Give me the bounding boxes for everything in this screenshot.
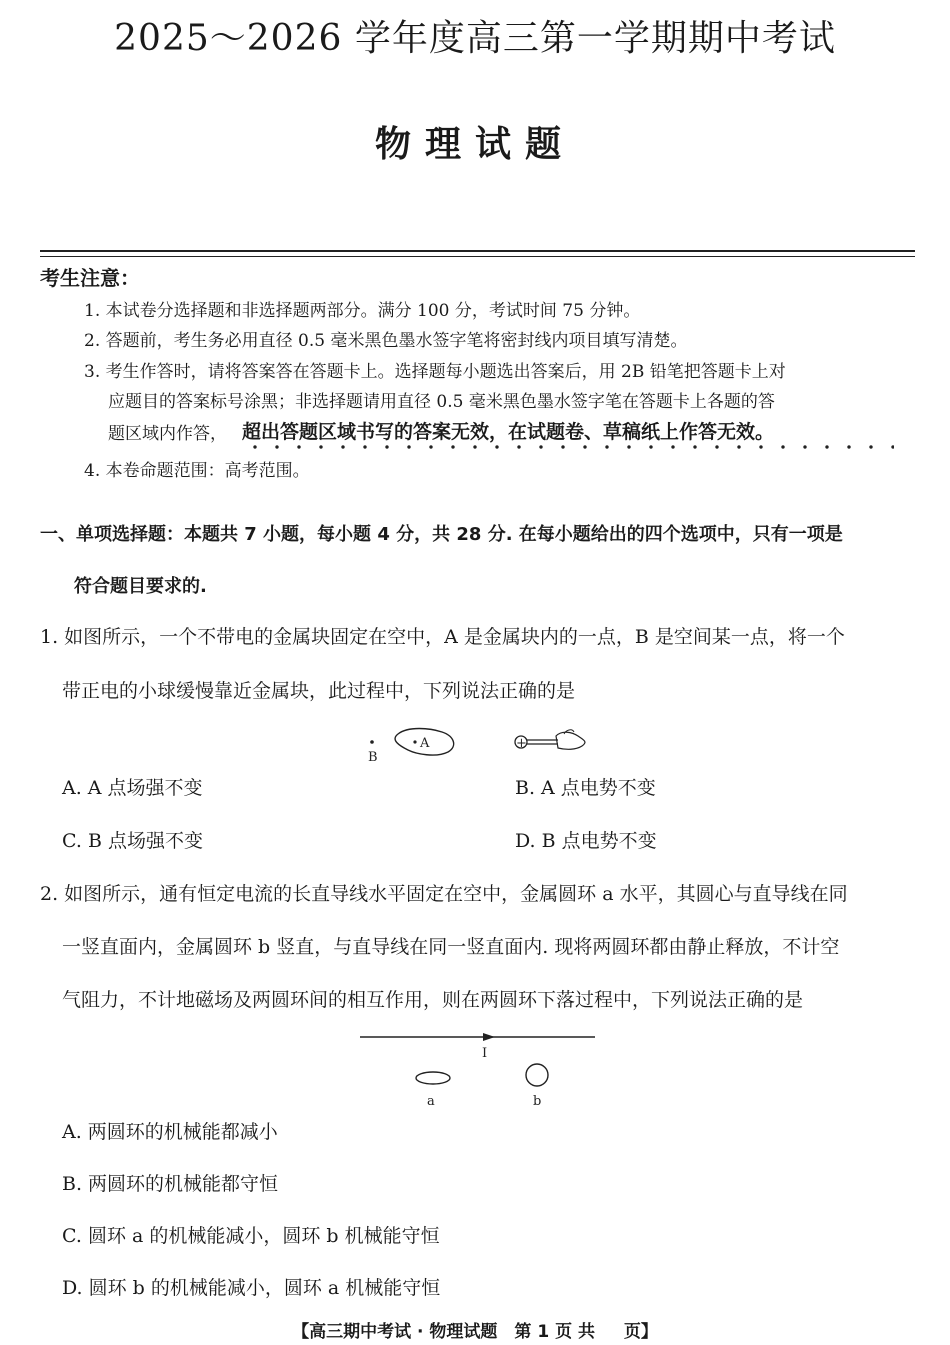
q2-option-c: C. 圆环 a 的机械能减小，圆环 b 机械能守恒 [62, 1225, 440, 1247]
header-rule-thin [40, 256, 915, 257]
subject-title: 物理试题 [374, 124, 575, 165]
label-ring-b: b [533, 1094, 542, 1109]
q1-option-c: C. B 点场强不变 [62, 830, 203, 852]
header-rule-thick [40, 250, 915, 252]
notice-item-3-cont: 应题目的答案标号涂黑；非选择题请用直径 0.5 毫米黑色墨水签字笔在答题卡上各题的答 [108, 392, 775, 412]
current-arrow [483, 1033, 495, 1041]
q1-option-a: A. A 点场强不变 [62, 777, 203, 799]
notice-item-3-cont2: 题区域内作答， [108, 424, 227, 444]
section-heading: 一、单项选择题：本题共 7 小题，每小题 4 分，共 28 分. 在每小题给出的四个选项中，只有一项是 [40, 524, 843, 545]
q2-figure [355, 1025, 605, 1115]
notice-emphasis: 超出答题区域书写的答案无效，在试题卷、草稿纸上作答无效。 [242, 421, 775, 443]
exam-title: 2025～2026 学年度高三第一学期期中考试 [114, 18, 836, 59]
notice-item-1: 1. 本试卷分选择题和非选择题两部分。满分 100 分，考试时间 75 分钟。 [84, 301, 641, 321]
point-a-dot [413, 740, 416, 743]
q1-option-b: B. A 点电势不变 [515, 777, 656, 799]
q1-text-line2: 带正电的小球缓慢靠近金属块，此过程中，下列说法正确的是 [62, 680, 576, 702]
page-footer: 【高三期中考试 · 物理试题 第 1 页 共 页】 [292, 1322, 658, 1342]
label-b: B [368, 750, 378, 765]
notice-item-4: 4. 本卷命题范围：高考范围。 [84, 461, 310, 481]
label-a: A [420, 736, 430, 751]
ring-a [416, 1072, 450, 1084]
emphasis-dots [244, 444, 894, 450]
notice-item-3: 3. 考生作答时，请将答案答在答题卡上。选择题每小题选出答案后，用 2B 铅笔把答题卡上对 [84, 362, 786, 382]
q1-text-line1: 1. 如图所示，一个不带电的金属块固定在空中，A 是金属块内的一点，B 是空间某一点，将一个 [40, 626, 845, 648]
q2-option-b: B. 两圆环的机械能都守恒 [62, 1173, 279, 1195]
q2-option-a: A. 两圆环的机械能都减小 [62, 1121, 278, 1143]
ring-b [526, 1064, 548, 1086]
notice-heading: 考生注意： [40, 266, 140, 290]
notice-item-2: 2. 答题前，考生务必用直径 0.5 毫米黑色墨水签字笔将密封线内项目填写清楚。 [84, 331, 688, 351]
q1-option-d: D. B 点电势不变 [515, 830, 657, 852]
point-b-dot [370, 740, 374, 744]
hand [556, 732, 585, 749]
q2-text-line2: 一竖直面内，金属圆环 b 竖直，与直导线在同一竖直面内. 现将两圆环都由静止释放，不计空 [62, 936, 840, 958]
q2-option-d: D. 圆环 b 的机械能减小，圆环 a 机械能守恒 [62, 1277, 441, 1299]
section-heading-cont: 符合题目要求的. [74, 576, 207, 597]
label-current: I [482, 1046, 488, 1061]
q1-figure [360, 720, 600, 770]
q2-text-line1: 2. 如图所示，通有恒定电流的长直导线水平固定在空中，金属圆环 a 水平，其圆心与直导线在同 [40, 883, 848, 905]
plus-sign: + [516, 736, 527, 751]
label-ring-a: a [427, 1094, 435, 1109]
q2-text-line3: 气阻力，不计地磁场及两圆环间的相互作用，则在两圆环下落过程中，下列说法正确的是 [62, 989, 804, 1011]
